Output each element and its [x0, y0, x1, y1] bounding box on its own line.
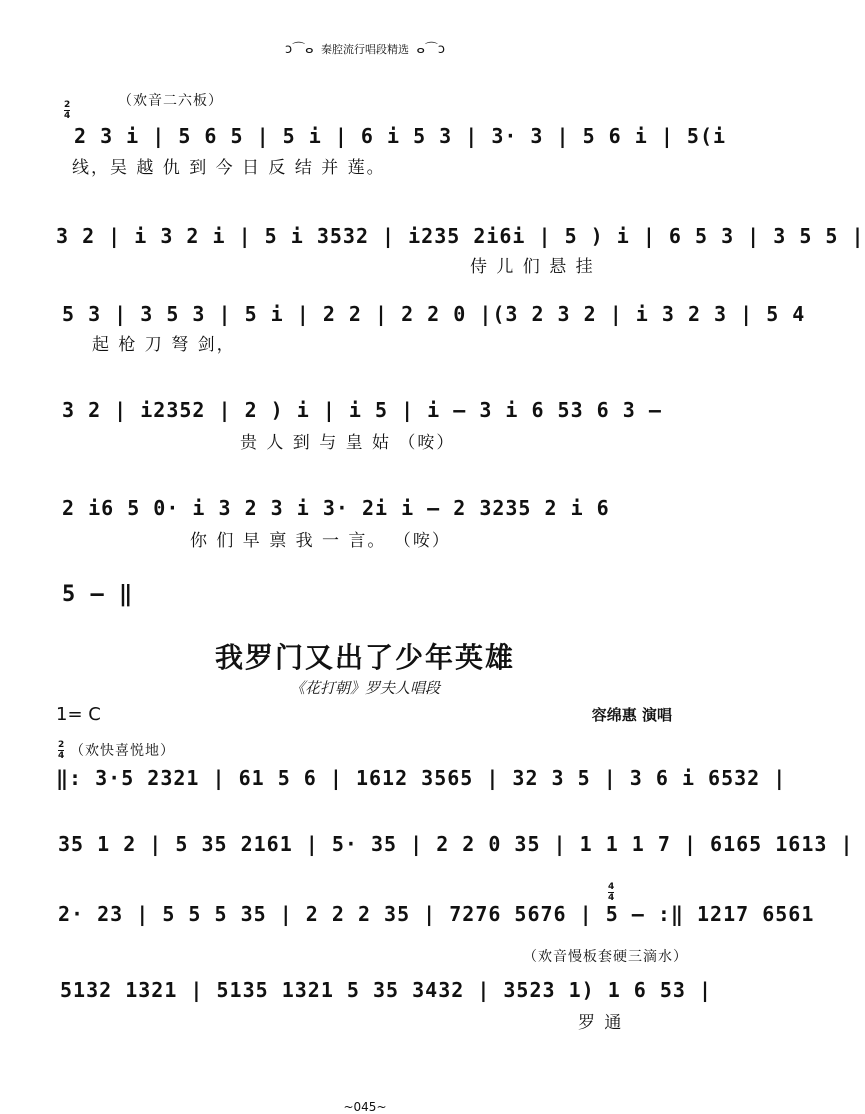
song2-notation-row-3: 2· 23 | 5 5 5 35 | 2 2 2 35 | 7276 5676 | 5 — :‖ 1217 6561	[58, 902, 815, 926]
song2-lyric-row-4: 罗 通	[578, 1013, 624, 1033]
notation-row-3: 5 3 | 3 5 3 | 5 i | 2 2 | 2 2 0 |(3 2 3 2 | i 3 2 3 | 5 4	[62, 302, 806, 326]
tempo-marking-2: （欢快喜悦地）	[70, 743, 175, 759]
key-signature: 1= C	[56, 704, 101, 725]
header-title: 秦腔流行唱段精选	[321, 43, 409, 56]
left-ornament: ↄ⌒ⴰ	[284, 42, 314, 57]
performer-credit: 容绵惠 演唱	[591, 706, 672, 724]
lyric-row-3: 起 枪 刀 弩 剑，	[92, 335, 236, 355]
lyric-row-1: 线，吴 越 仇 到 今 日 反 结 并 莲。	[72, 158, 386, 178]
timesig-top: 2	[64, 100, 71, 110]
notation-row-6-ending: 5 — ‖	[62, 582, 134, 607]
time-signature-1	[64, 100, 70, 121]
tempo-marking-1: （欢音二六板）	[118, 93, 223, 109]
song2-notation-row-2: 35 1 2 | 5 35 2161 | 5· 35 | 2 2 0 35 | 1 1 1 7 | 6165 1613 |	[58, 832, 854, 856]
lyric-row-4: 贵 人 到 与 皇 姑 （咹）	[240, 433, 456, 453]
notation-row-5: 2 i6 5 0· i 3 2 3 i 3· 2i i — 2 3235 2 i 6	[62, 496, 610, 520]
timesig-top: 4	[608, 882, 615, 892]
time-signature-3	[608, 882, 614, 903]
notation-row-2: 3 2 | i 3 2 i | 5 i 3532 | i235 2i6i | 5 ) i | 6 5 3 | 3 5 5 |	[56, 224, 865, 248]
tempo-change-marking: （欢音慢板套硬三滴水）	[523, 949, 688, 965]
page-number: ~045~	[343, 1100, 387, 1114]
lyric-row-5: 你 们 早 禀 我 一 言。 （咹）	[190, 531, 451, 551]
song-subtitle: 《花打朝》罗夫人唱段	[289, 679, 440, 697]
timesig-bottom: 4	[608, 893, 615, 903]
notation-row-1: 2 3 i | 5 6 5 | 5 i | 6 i 5 3 | 3· 3 | 5 6 i | 5(i	[74, 124, 727, 148]
song2-notation-row-1: ‖: 3·5 2321 | 61 5 6 | 1612 3565 | 32 3 5 | 3 6 i 6532 |	[56, 766, 787, 790]
timesig-bottom: 4	[64, 111, 71, 121]
lyric-row-2: 侍 儿 们 悬 挂	[470, 257, 595, 277]
timesig-top: 2	[58, 740, 65, 750]
right-ornament: ⴰ⌒ↄ	[416, 42, 446, 57]
notation-row-4: 3 2 | i2352 | 2 ) i | i 5 | i — 3 i 6 53 6 3 —	[62, 398, 662, 422]
song-title: 我罗门又出了少年英雄	[214, 641, 515, 674]
timesig-bottom: 4	[58, 751, 65, 761]
song2-notation-row-4: 5132 1321 | 5135 1321 5 35 3432 | 3523 1) 1 6 53 |	[60, 978, 713, 1002]
running-header	[0, 38, 730, 57]
time-signature-2	[58, 740, 64, 761]
